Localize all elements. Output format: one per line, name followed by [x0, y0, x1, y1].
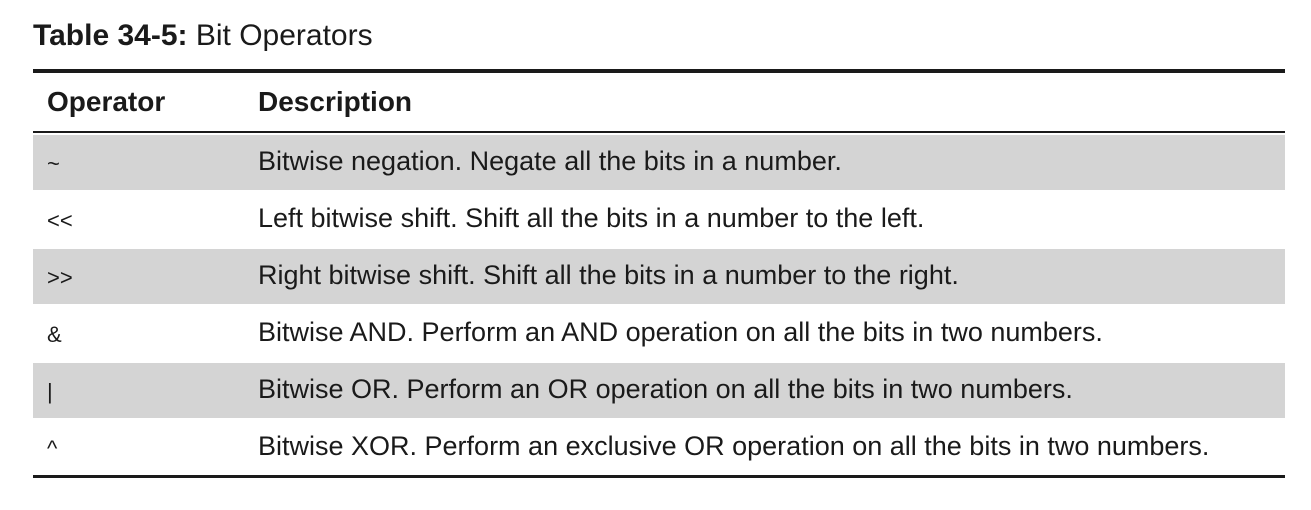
description-cell: Bitwise XOR. Perform an exclusive OR operation on all the bits in two numbers. — [258, 431, 1210, 461]
table-caption — [33, 16, 373, 56]
operator-cell: ^ — [47, 436, 58, 461]
header-operator: Operator — [47, 86, 166, 117]
table-header-rule — [33, 131, 1285, 133]
description-cell: Bitwise AND. Perform an AND operation on all the bits in two numbers. — [258, 317, 1103, 347]
operator-cell: >> — [47, 265, 73, 290]
operator-cell: ~ — [47, 151, 60, 176]
table-row — [33, 420, 1285, 475]
table-caption-label: Table 34-5: — [33, 19, 188, 52]
operator-cell: & — [47, 322, 62, 347]
description-cell: Left bitwise shift. Shift all the bits in a number to the left. — [258, 203, 925, 233]
table-row — [33, 249, 1285, 304]
table-row — [33, 192, 1285, 247]
bit-operators-table — [33, 69, 1285, 478]
table-row — [33, 135, 1285, 190]
table-bottom-rule — [33, 475, 1285, 478]
header-description: Description — [258, 86, 413, 117]
operator-cell: << — [47, 208, 73, 233]
description-cell: Bitwise negation. Negate all the bits in a number. — [258, 146, 842, 176]
operator-cell: | — [47, 379, 53, 404]
table-caption-title: Bit Operators — [195, 19, 373, 52]
description-cell: Bitwise OR. Perform an OR operation on all the bits in two numbers. — [258, 374, 1073, 404]
table-row — [33, 306, 1285, 361]
table-row — [33, 363, 1285, 418]
description-cell: Right bitwise shift. Shift all the bits in a number to the right. — [258, 260, 959, 290]
table-header-row — [33, 73, 1285, 131]
